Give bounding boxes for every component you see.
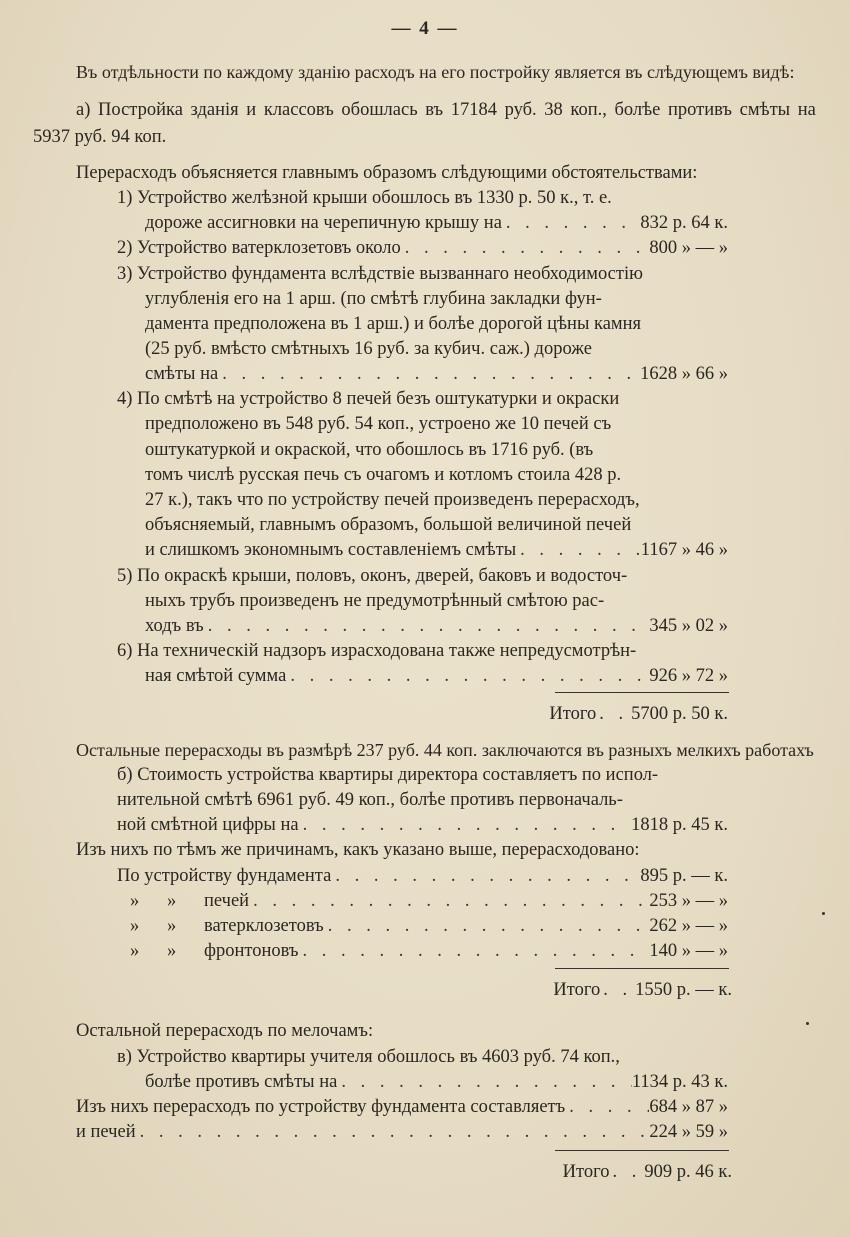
section-a-line-1: а) Постройка зданія и классовъ обошлась въ 17184 руб. 38 коп., болѣе противъ смѣты на bbox=[76, 100, 816, 120]
section-v-line-1: в) Устройство квартиры учителя обошлось въ 4603 руб. 74 коп., bbox=[117, 1047, 620, 1067]
item-2-amount: 800 » — » bbox=[649, 238, 728, 258]
b-breakdown-amount: 253 » — » bbox=[649, 891, 728, 911]
item-4-line-1: 4) По смѣтѣ на устройство 8 печей безъ оштукатурки и окраски bbox=[117, 389, 620, 409]
item-4-amount: 1167 » 46 » bbox=[640, 540, 728, 560]
total-3-amount: 909 р. 46 к. bbox=[644, 1162, 732, 1182]
section-v-row bbox=[145, 1072, 728, 1093]
item-6-line-1: 6) На техническій надзоръ израсходована также непредусмотрѣн- bbox=[117, 641, 637, 661]
section-v-breakdown-label: Изъ нихъ перерасходъ по устройству фундамента составляетъ bbox=[76, 1097, 566, 1117]
b-breakdown-row bbox=[130, 916, 728, 937]
intro-text: Въ отдѣльности по каждому зданію расходъ на его постройку является въ слѣдующемъ видѣ: bbox=[76, 62, 795, 82]
section-v-label: болѣе противъ смѣты на bbox=[145, 1072, 338, 1092]
item-5-line-1: 5) По окраскѣ крыши, половъ, оконъ, дверей, баковъ и водосточ- bbox=[117, 566, 628, 586]
item-3-amount: 1628 » 66 » bbox=[640, 364, 728, 384]
item-5-line-2: ныхъ трубъ произведенъ не предумотрѣнный смѣтою рас- bbox=[145, 591, 605, 611]
b-breakdown-label: По устройству фундамента bbox=[117, 866, 332, 886]
section-b-amount: 1818 р. 45 к. bbox=[631, 815, 728, 835]
item-4-line-2: предположено въ 548 руб. 54 коп., устроено же 10 печей съ bbox=[145, 414, 612, 434]
item-1-row bbox=[145, 213, 728, 234]
item-4-label: и слишкомъ экономнымъ составленіемъ смѣты bbox=[145, 540, 517, 560]
dot-leader bbox=[249, 891, 649, 912]
section-v-breakdown-label: и печей bbox=[76, 1122, 136, 1142]
b-breakdown-row bbox=[130, 891, 728, 912]
b-breakdown-row bbox=[117, 866, 728, 887]
section-b-line-2: нительной смѣтѣ 6961 руб. 49 коп., болѣе противъ первоначаль- bbox=[117, 790, 623, 810]
item-2-label: 2) Устройство ватерклозетовъ около bbox=[117, 238, 401, 258]
item-3-line-3: дамента предположена въ 1 арш.) и болѣе дорогой цѣны камня bbox=[145, 314, 642, 334]
section-b-intro: Изъ нихъ по тѣмъ же причинамъ, какъ указано выше, перерасходовано: bbox=[76, 840, 640, 860]
dot-leader bbox=[324, 916, 650, 937]
dot-leader bbox=[204, 616, 650, 637]
b-breakdown-row bbox=[130, 941, 728, 962]
item-6-amount: 926 » 72 » bbox=[649, 666, 728, 686]
total-3-label: Итого bbox=[562, 1162, 610, 1182]
dot-leader bbox=[136, 1122, 650, 1143]
dot-leader bbox=[401, 238, 650, 259]
total-rule bbox=[555, 1150, 729, 1151]
item-2-row bbox=[117, 238, 728, 259]
item-5-amount: 345 » 02 » bbox=[649, 616, 728, 636]
paper-speck bbox=[822, 912, 825, 915]
total-1-label: Итого bbox=[549, 704, 597, 724]
section-v-breakdown-amount: 684 » 87 » bbox=[649, 1097, 728, 1117]
section-v-breakdown-amount: 224 » 59 » bbox=[649, 1122, 728, 1142]
total-3-row bbox=[520, 1162, 732, 1183]
item-3-row bbox=[145, 364, 728, 385]
total-1-row bbox=[535, 704, 728, 725]
dot-leader: . . bbox=[603, 980, 633, 1000]
item-3-line-2: углубленія его на 1 арш. (по смѣтѣ глубина закладки фун- bbox=[145, 289, 602, 309]
overrun-intro: Перерасходъ объясняется главнымъ образомъ слѣдующими обстоятельствами: bbox=[76, 163, 698, 183]
dot-leader bbox=[565, 1097, 649, 1118]
item-3-label: смѣты на bbox=[145, 364, 219, 384]
b-breakdown-amount: 140 » — » bbox=[649, 941, 728, 961]
total-2-row bbox=[520, 980, 732, 1001]
dot-leader: . . bbox=[599, 704, 629, 724]
dot-leader bbox=[299, 815, 632, 836]
section-b-label: ной смѣтной цифры на bbox=[117, 815, 299, 835]
b-breakdown-label: » » фронтоновъ bbox=[130, 941, 299, 961]
dot-leader: . . bbox=[612, 1162, 642, 1182]
dot-leader bbox=[331, 866, 640, 887]
total-2-amount: 1550 р. — к. bbox=[635, 980, 732, 1000]
item-1-amount: 832 р. 64 к. bbox=[640, 213, 728, 233]
total-1-amount: 5700 р. 50 к. bbox=[631, 704, 728, 724]
item-6-row bbox=[145, 666, 728, 687]
item-4-line-4: томъ числѣ русская печь съ очагомъ и котломъ стоила 428 р. bbox=[145, 465, 622, 485]
item-5-row bbox=[145, 616, 728, 637]
b-breakdown-label: » » печей bbox=[130, 891, 250, 911]
dot-leader bbox=[218, 364, 640, 385]
dot-leader bbox=[502, 213, 640, 234]
item-5-label: ходъ въ bbox=[145, 616, 204, 636]
section-v-breakdown-row bbox=[76, 1097, 728, 1118]
section-v-amount: 1134 р. 43 к. bbox=[631, 1072, 728, 1092]
item-4-line-6: объясняемый, главнымъ образомъ, большой величиной печей bbox=[145, 515, 632, 535]
dot-leader bbox=[516, 540, 641, 561]
paper-speck bbox=[806, 1022, 809, 1025]
item-3-line-4: (25 руб. вмѣсто смѣтныхъ 16 руб. за кубич. саж.) дороже bbox=[145, 339, 593, 359]
section-b-line-1: б) Стоимость устройства квартиры директора составляетъ по испол- bbox=[117, 765, 659, 785]
dot-leader bbox=[337, 1072, 631, 1093]
section-a-line-2: 5937 руб. 94 коп. bbox=[33, 127, 167, 147]
section-v-breakdown-row bbox=[76, 1122, 728, 1143]
total-rule bbox=[555, 968, 729, 969]
dot-leader bbox=[298, 941, 649, 962]
total-2-label: Итого bbox=[553, 980, 601, 1000]
rest-2-text: Остальной перерасходъ по мелочамъ: bbox=[76, 1021, 374, 1041]
b-breakdown-amount: 262 » — » bbox=[649, 916, 728, 936]
rest-1-text: Остальные перерасходы въ размѣрѣ 237 руб. 44 коп. заключаются въ разныхъ мелкихъ работахъ bbox=[76, 740, 814, 760]
dot-leader bbox=[286, 666, 649, 687]
item-4-line-3: оштукатуркой и окраской, что обошлось въ 1716 руб. (въ bbox=[145, 440, 594, 460]
item-4-line-5: 27 к.), такъ что по устройству печей произведенъ перерасходъ, bbox=[145, 490, 640, 510]
page-number: — 4 — bbox=[391, 18, 459, 39]
item-1-line-1: 1) Устройство желѣзной крыши обошлось въ 1330 р. 50 к., т. е. bbox=[117, 188, 612, 208]
total-rule bbox=[555, 692, 729, 693]
item-4-row bbox=[145, 540, 728, 561]
b-breakdown-amount: 895 р. — к. bbox=[640, 866, 728, 886]
item-3-line-1: 3) Устройство фундамента вслѣдствіе вызваннаго необходимостію bbox=[117, 264, 643, 284]
item-6-label: ная смѣтой сумма bbox=[145, 666, 287, 686]
section-b-row bbox=[117, 815, 728, 836]
item-1-label: дороже ассигновки на черепичную крышу на bbox=[145, 213, 502, 233]
b-breakdown-label: » » ватерклозетовъ bbox=[130, 916, 324, 936]
